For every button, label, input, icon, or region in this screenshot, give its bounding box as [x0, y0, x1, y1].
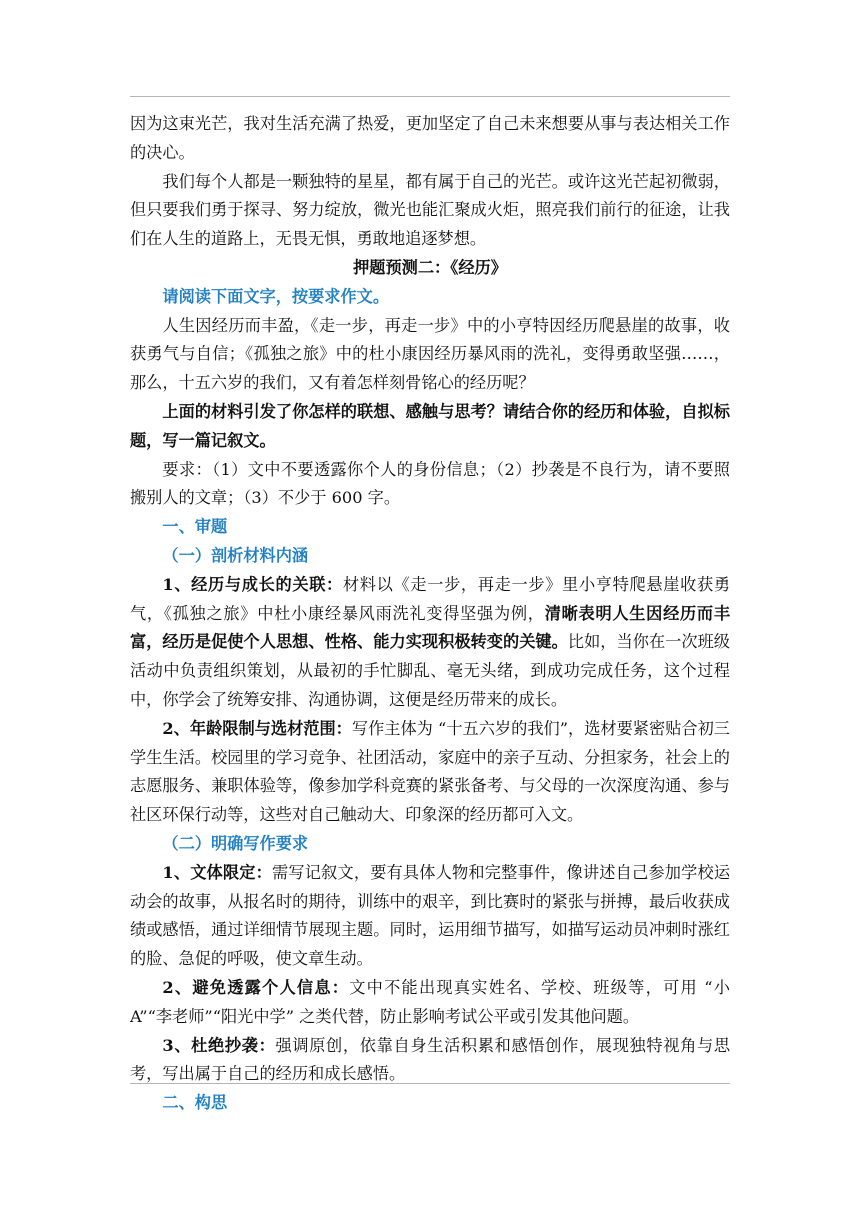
instruction-heading: 请阅读下面文字，按要求作文。 [162, 286, 390, 306]
prompt-paragraph: 上面的材料引发了你怎样的联想、感触与思考？请结合你的经历和体验，自拟标题，写一篇记叙文。 [130, 401, 730, 450]
heading-review: 一、审题 [162, 517, 228, 537]
subheading-writing-requirements: （二）明确写作要求 [162, 833, 309, 853]
point-label: 1、经历与成长的关联： [162, 574, 343, 594]
point-label: 2、年龄限制与选材范围： [162, 718, 352, 738]
material-paragraph: 人生因经历而丰盈，《走一步，再走一步》中的小亨特因经历爬悬崖的故事，收获勇气与自信；《孤独之旅》中的杜小康因经历暴风雨的洗礼，变得勇敢坚强……，那么，十五六岁的我们，又有着怎样刻骨铭心的经历呢？ [130, 315, 730, 393]
point-label: 2、避免透露个人信息： [162, 977, 350, 997]
point-label: 1、文体限定： [162, 862, 273, 882]
document-body [130, 110, 730, 1118]
point-text: 写作主体为 “十五六岁的我们”，选材要紧密贴合初三学生生活。校园里的学习竞争、社团活动，家庭中的亲子互动、分担家务，社会上的志愿服务、兼职体验等，像参加学科竞赛的紧张备考、与父母的一次深度沟通、参与社区环保行动等，这些对自己触动大、印象深的经历都可入文。 [130, 718, 730, 825]
paragraph-continuation: 因为这束光芒，我对生活充满了热爱，更加坚定了自己未来想要从事与表达相关工作的决心。 [130, 114, 730, 162]
point-text: 需写记叙文，要有具体人物和完整事件，像讲述自己参加学校运动会的故事，从报名时的期待，训练中的艰辛，到比赛时的紧张与拼搏，最后收获成绩或感悟，通过详细情节展现主题。同时，运用细节描写，如描写运动员冲刺时涨红的脸、急促的呼吸，使文章生动。 [130, 862, 731, 969]
point-no-plagiarism [130, 1032, 730, 1090]
point-text: 比如，当你在一次班级活动中负责组织策划，从最初的手忙脚乱、毫无头绪，到成功完成任务，这个过程中，你学会了统筹安排、沟通协调，这便是经历带来的成长。 [130, 632, 730, 709]
subheading-analyze-material: （一）剖析材料内涵 [162, 545, 309, 565]
point-age-scope [130, 715, 730, 830]
requirements-paragraph: 要求：（1）文中不要透露你个人的身份信息；（2）抄袭是不良行为，请不要照搬别人的文章；（3）不少于 600 字。 [130, 459, 730, 508]
point-experience-growth [130, 571, 730, 715]
footer-rule [130, 1083, 730, 1084]
section-title: 押题预测二：《经历》 [353, 257, 507, 277]
point-genre [130, 859, 730, 974]
heading-conception: 二、构思 [162, 1093, 228, 1113]
point-privacy [130, 974, 730, 1032]
point-label: 3、杜绝抄袭： [162, 1035, 276, 1055]
header-rule [130, 96, 730, 97]
paragraph-conclusion: 我们每个人都是一颗独特的星星，都有属于自己的光芒。或许这光芒起初微弱，但只要我们勇于探寻、努力绽放，微光也能汇聚成火炬，照亮我们前行的征途，让我们在人生的道路上，无畏无惧，勇敢地追逐梦想。 [130, 171, 730, 249]
point-emphasis: 清晰表明人生因经历而丰富，经历是促使个人思想、性格、能力实现积极转变的关键。 [130, 603, 731, 652]
point-text: 材料以《走一步，再走一步》里小亨特爬悬崖收获勇气，《孤独之旅》中杜小康经暴风雨洗礼变得坚强为例， [130, 574, 731, 623]
point-text: 强调原创，依靠自身生活积累和感悟创作，展现独特视角与思考，写出属于自己的经历和成长感悟。 [130, 1035, 731, 1084]
point-text: 文中不能出现真实姓名、学校、班级等，可用 “小A”“李老师”“阳光中学” 之类代替，防止影响考试公平或引发其他问题。 [130, 977, 730, 1026]
